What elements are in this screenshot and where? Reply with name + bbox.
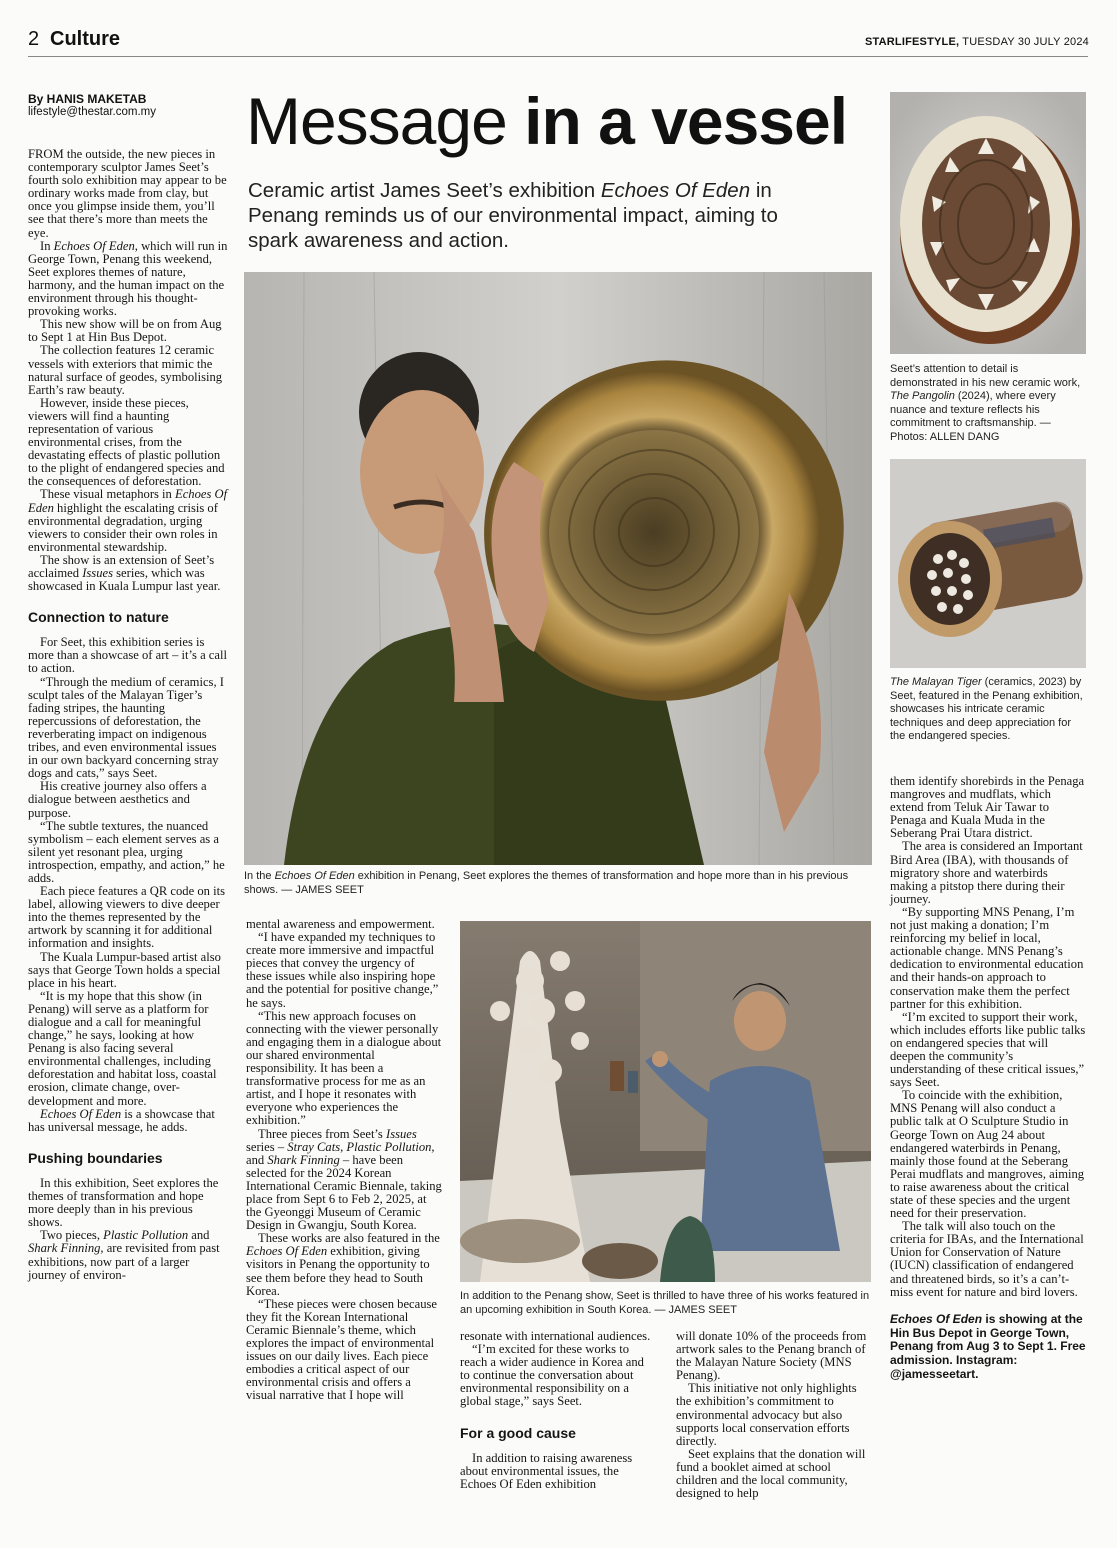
article-column-3 (460, 1330, 656, 1491)
text: Three pieces from Seet’s (258, 1126, 386, 1141)
paragraph: “I have expanded my techniques to create more immersive and impactful pieces that convey the urgency of these issues while also inspiring hope and the potential for positive change,” he says. (246, 930, 439, 1010)
text: , which will run in George Town, Penang this weekend, Seet explores themes of nature, harmony, and the human impact on the environment through his thought-provoking works. (28, 238, 228, 319)
paragraph (28, 1229, 228, 1281)
paragraph: The Kuala Lumpur-based artist also says that George Town holds a special place in his heart. (28, 949, 221, 990)
exhibition-info-note (890, 1313, 1086, 1382)
text: exhibition, giving visitors in Penang the opportunity to see them before they head to South Korea. (246, 1244, 430, 1298)
malayan-tiger-ceramic-photo (890, 459, 1086, 668)
subheading-pushing-boundaries: Pushing boundaries (28, 1149, 163, 1166)
text: , are revisited from past exhibitions, now part of a larger journey of environ- (28, 1241, 220, 1282)
paragraph: “Through the medium of ceramics, I sculpt tales of the Malayan Tiger’s fading stripes, the haunting repercussions of deforestation, the reverberating impact on indigenous tribes, and even environmental issues in our own backyard concerning stray dogs and cats,” says Seet. (28, 674, 224, 781)
paragraph (246, 1128, 442, 1233)
byline-email: lifestyle@thestar.com.my (28, 106, 156, 118)
standfirst-exhibition-title: Echoes Of Eden (600, 179, 751, 202)
paragraph: mental awareness and empowerment. (246, 917, 435, 931)
caption-text: Seet’s attention to detail is demonstrated in his new ceramic work, (890, 363, 1081, 389)
paragraph: To coincide with the exhibition, MNS Penang will also conduct a public talk at O Sculpture Studio in George Town on Aug 24 about endangered waterbirds in Penang, mainly those found at the Seberang Perai mudflats and mangroves, aiming to raise awareness about the critical state of these species and the urgent need for their preservation. (890, 1088, 1085, 1221)
header-rule (28, 56, 1088, 57)
paragraph: will donate 10% of the proceeds from artwork sales to the Penang branch of the Malayan Nature Society (MNS Penang). (676, 1329, 867, 1383)
text: highlight the escalating crisis of environmental degradation, urging viewers to consider their own roles in environmental stewardship. (28, 500, 218, 554)
text: These works are also featured in the (258, 1231, 440, 1246)
main-photo-caption (244, 870, 874, 897)
text: – have been selected for the 2024 Korean International Ceramic Biennale, taking place from Sept 6 to Feb 2, 2025, at the Gyeonggi Museum of Ceramic Design in Gwangju, South Korea. (246, 1152, 442, 1233)
paragraph: His creative journey also offers a dialogue between aesthetics and purpose. (28, 779, 207, 820)
article-column-1 (28, 148, 228, 1282)
text: is a showcase that has universal message, he adds. (28, 1106, 215, 1134)
text: series – (246, 1139, 288, 1154)
paragraph (246, 1232, 442, 1297)
series-title: Issues (386, 1126, 417, 1141)
standfirst-text-b: in Penang reminds us of our environmental impact, aiming to spark awareness and action. (248, 179, 778, 252)
text: The show is an extension of Seet’s acclaimed (28, 552, 215, 580)
publication-name: STARLIFESTYLE, (864, 36, 960, 48)
issue-date: TUESDAY 30 JULY 2024 (962, 36, 1089, 48)
artwork-title: Plastic Pollution (103, 1228, 189, 1243)
paragraph: them identify shorebirds in the Penaga mangroves and mudflats, which extend from Teluk Air Tawar to Penaga and Kuala Muda in the Seberang Prai Utara district. (890, 774, 1085, 841)
paragraph: For Seet, this exhibition series is more than a showcase of art – it’s a call to action. (28, 635, 227, 676)
subheading-for-a-good-cause: For a good cause (460, 1424, 576, 1441)
series-title: Issues (82, 566, 113, 580)
paragraph (28, 240, 228, 319)
headline-part-1: Message (246, 84, 525, 158)
exhibition-title: Echoes Of Eden (53, 238, 135, 253)
exhibition-info-text: is showing at the Hin Bus Depot in George Town, Penang from Aug 3 to Sept 1. Free admission. Instagram: @jamesseetart. (890, 1311, 1086, 1381)
article-column-5 (890, 775, 1086, 1382)
standfirst-text-a: Ceramic artist James Seet’s exhibition (248, 179, 601, 202)
standfirst (248, 178, 808, 253)
paragraph: “By supporting MNS Penang, I’m not just making a donation; I’m reinforcing my belief in local, actionable change. MNS Penang’s dedication to environmental education and their hands-on approach to conservation make them the perfect partner for this exhibition. (890, 904, 1084, 1011)
text: These visual metaphors in (40, 487, 176, 502)
exhibition-title: Echoes Of Eden (28, 487, 228, 515)
paragraph: In this exhibition, Seet explores the themes of transformation and hope more deeply than in his previous shows. (28, 1175, 219, 1230)
pangolin-ceramic-photo (890, 92, 1086, 354)
paragraph: The talk will also touch on the criteria for IBAs, and the International Union for Conservation of Nature (IUCN) classification of endangered and threatened birds, so it’s a can’t-miss event for nature and bird lovers. (890, 1219, 1084, 1299)
subheading-connection-to-nature: Connection to nature (28, 609, 169, 626)
paragraph: “I’m excited for these works to reach a wider audience in Korea and to continue the conversation about environmental responsibility on a global stage,” says Seet. (460, 1342, 644, 1409)
headline-part-2: in a vessel (524, 84, 848, 158)
artwork-title: Shark Finning (28, 1241, 101, 1256)
article-column-2 (246, 918, 442, 1402)
caption-artwork-title: The Malayan Tiger (890, 676, 982, 688)
article-column-4 (676, 1330, 872, 1500)
caption-artwork-title: The Pangolin (890, 390, 955, 402)
paragraph: resonate with international audiences. (460, 1329, 651, 1343)
paragraph: The area is considered an Important Bird Area (IBA), with thousands of migratory shore and waterbirds making a pitstop there during their journey. (890, 839, 1083, 906)
text: and (188, 1228, 210, 1243)
caption-exhibition-title: Echoes Of Eden (274, 870, 355, 882)
publication-dateline (865, 36, 1089, 48)
headline (246, 82, 847, 160)
paragraph: The collection features 12 ceramic vessels with exteriors that mimic the natural surface of geodes, symbolising Earth’s raw beauty. (28, 343, 223, 397)
paragraph: This new show will be on from Aug to Sept 1 at Hin Bus Depot. (28, 317, 222, 345)
pangolin-caption (890, 363, 1088, 444)
caption-text: exhibition in Penang, Seet explores the themes of transformation and hope more than in his previous shows. — JAMES SEET (244, 870, 849, 896)
paragraph: “These pieces were chosen because they fit the Korean International Ceramic Biennale’s theme, which explores the impact of environmental issues on our daily lives. Each piece embodies a critical aspect of our environmental crisis and offers a visual narrative that I hope will (246, 1296, 438, 1403)
paragraph (28, 554, 228, 593)
caption-text: (ceramics, 2023) by Seet, featured in the Penang exhibition, showcases his intricate ceramic techniques and deep appreciation for the endangered species. (890, 676, 1083, 742)
artwork-title: Stray Cats, Plastic Pollution, (287, 1139, 435, 1154)
caption-text: In the (244, 870, 275, 882)
text: and (246, 1152, 268, 1167)
paragraph: “I’m excited to support their work, which includes efforts like public talks on endangered species that will deepen the community’s understanding of these critical issues,” says Seet. (890, 1009, 1086, 1090)
paragraph: FROM the outside, the new pieces in contemporary sculptor James Seet’s fourth solo exhibition may appear to be ordinary works made from clay, but once you glimpse inside them, you’ll see that there’s more than meets the eye. (28, 147, 227, 240)
text: In (40, 238, 54, 253)
studio-photo-artist-at-work (460, 921, 871, 1282)
paragraph: “This new approach focuses on connecting with the viewer personally and engaging them in a dialogue about our shared environmental responsibility. It has been a transformative process for me as an artist, and I hope it resonates with everyone who experiences the exhibition.” (246, 1008, 442, 1128)
paragraph: Each piece features a QR code on its label, allowing viewers to dive deeper into the themes represented by the artwork by scanning it for additional information and insights. (28, 884, 225, 951)
paragraph: This initiative not only highlights the exhibition’s commitment to environmental advocacy but also supports local conservation efforts directly. (676, 1381, 857, 1448)
section-name: Culture (50, 28, 120, 50)
caption-text: (2024), where every nuance and texture reflects his commitment to craftsmanship. — Photos: ALLEN DANG (890, 390, 1056, 443)
artwork-title: Shark Finning (267, 1152, 340, 1167)
text: Two pieces, (40, 1228, 104, 1243)
page-number: 2 (28, 28, 40, 50)
paragraph: “The subtle textures, the nuanced symbolism – each element serves as a silent yet resonant plea, urging introspection, empathy, and action,” he adds. (28, 818, 225, 885)
exhibition-title: Echoes Of Eden (890, 1311, 983, 1326)
paragraph: However, inside these pieces, viewers will find a haunting representation of various environmental crises, from the devastating effects of plastic pollution to the plight of endangered species and the consequences of deforestation. (28, 395, 225, 489)
text: series, which was showcased in Kuala Lumpur last year. (28, 566, 221, 594)
exhibition-title: Echoes Of Eden (40, 1106, 122, 1121)
studio-photo-caption: In addition to the Penang show, Seet is thrilled to have three of his works featured in an upcoming exhibition in South Korea. — JAMES SEET (460, 1290, 870, 1316)
exhibition-title: Echoes Of Eden (246, 1244, 328, 1259)
paragraph: “It is my hope that this show (in Penang) will serve as a platform for dialogue and a call for meaningful change,” he says, looking at how Penang is also facing several environmental challenges, including deforestation and habitat loss, coastal erosion, climate change, over-development and more. (28, 988, 217, 1108)
paragraph (28, 488, 228, 553)
paragraph: Seet explains that the donation will fund a booklet aimed at school children and the local community, designed to help (676, 1446, 866, 1501)
main-photo-artist-with-vessel (244, 272, 872, 865)
byline-author: By HANIS MAKETAB (28, 92, 147, 106)
paragraph (28, 1108, 228, 1134)
paragraph: In addition to raising awareness about environmental issues, the Echoes Of Eden exhibition (460, 1450, 633, 1491)
tiger-caption (890, 676, 1088, 744)
